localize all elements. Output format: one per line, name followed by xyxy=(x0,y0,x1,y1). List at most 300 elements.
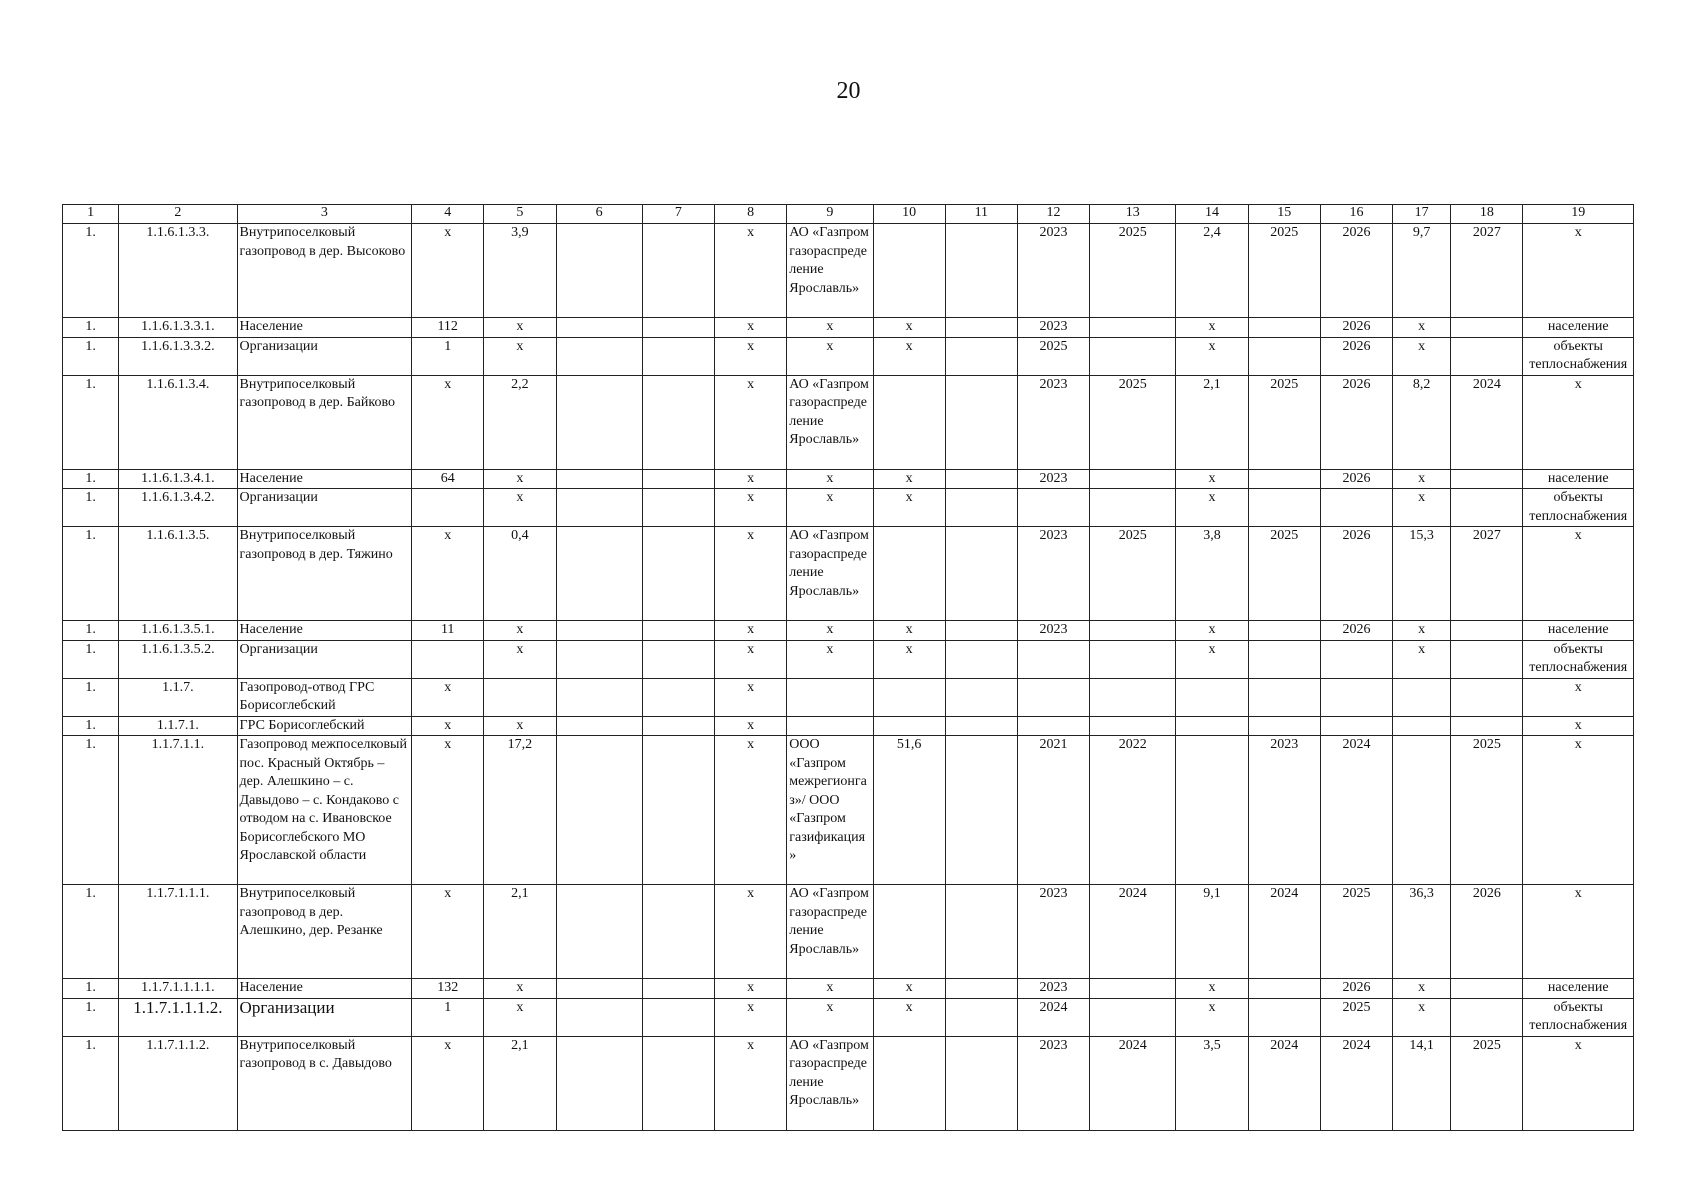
table-cell-col-17: х xyxy=(1393,337,1451,375)
column-header-13: 13 xyxy=(1090,205,1176,224)
table-cell-col-1: 1. xyxy=(63,979,119,999)
table-cell-col-14: 2,1 xyxy=(1176,375,1248,469)
table-cell-col-10: х xyxy=(873,318,945,338)
table-cell-col-6 xyxy=(556,489,642,527)
table-cell-col-8: х xyxy=(715,224,787,318)
table-cell-col-16: 2026 xyxy=(1320,375,1392,469)
table-cell-col-6 xyxy=(556,337,642,375)
table-cell-col-2: 1.1.6.1.3.5.1. xyxy=(119,621,237,641)
table-cell-col-9: ООО «Газпром межрегионгаз»/ ООО «Газпром газификация» xyxy=(787,736,873,885)
table-cell-col-18 xyxy=(1451,678,1523,716)
table-cell-col-9: х xyxy=(787,998,873,1036)
table-cell-col-18: 2027 xyxy=(1451,224,1523,318)
column-header-11: 11 xyxy=(945,205,1017,224)
table-cell-col-7 xyxy=(642,640,714,678)
table-row xyxy=(63,979,1634,999)
table-cell-col-18 xyxy=(1451,489,1523,527)
table-cell-col-4 xyxy=(412,640,484,678)
table-cell-col-18 xyxy=(1451,318,1523,338)
column-header-3: 3 xyxy=(237,205,412,224)
table-cell-col-7 xyxy=(642,678,714,716)
table-cell-col-6 xyxy=(556,224,642,318)
table-cell-col-14: х xyxy=(1176,489,1248,527)
table-cell-col-10 xyxy=(873,375,945,469)
table-cell-col-1: 1. xyxy=(63,716,119,736)
table-cell-col-14 xyxy=(1176,716,1248,736)
table-cell-col-6 xyxy=(556,469,642,489)
table-cell-col-8: х xyxy=(715,998,787,1036)
table-cell-col-10: х xyxy=(873,337,945,375)
table-row xyxy=(63,337,1634,375)
table-cell-col-6 xyxy=(556,678,642,716)
table-cell-col-12: 2021 xyxy=(1017,736,1089,885)
column-header-7: 7 xyxy=(642,205,714,224)
table-cell-col-6 xyxy=(556,318,642,338)
table-cell-col-8: х xyxy=(715,736,787,885)
table-cell-col-7 xyxy=(642,527,714,621)
table-cell-col-13: 2025 xyxy=(1090,224,1176,318)
table-cell-col-2: 1.1.6.1.3.4. xyxy=(119,375,237,469)
table-cell-col-13: 2022 xyxy=(1090,736,1176,885)
table-cell-col-9: х xyxy=(787,489,873,527)
table-cell-col-7 xyxy=(642,1036,714,1130)
table-cell-col-7 xyxy=(642,998,714,1036)
table-cell-col-3: Организации xyxy=(237,337,412,375)
table-cell-col-12: 2023 xyxy=(1017,469,1089,489)
table-cell-col-1: 1. xyxy=(63,678,119,716)
table-cell-col-8: х xyxy=(715,678,787,716)
table-cell-col-15 xyxy=(1248,678,1320,716)
table-cell-col-13 xyxy=(1090,979,1176,999)
table-cell-col-1: 1. xyxy=(63,318,119,338)
table-cell-col-1: 1. xyxy=(63,527,119,621)
table-cell-col-16: 2025 xyxy=(1320,885,1392,979)
table-cell-col-14: 9,1 xyxy=(1176,885,1248,979)
table-cell-col-17: 15,3 xyxy=(1393,527,1451,621)
table-cell-col-19: население xyxy=(1523,621,1634,641)
column-header-16: 16 xyxy=(1320,205,1392,224)
table-cell-col-6 xyxy=(556,716,642,736)
table-cell-col-15: 2024 xyxy=(1248,1036,1320,1130)
table-cell-col-3: Газопровод-отвод ГРС Борисоглебский xyxy=(237,678,412,716)
table-cell-col-18 xyxy=(1451,337,1523,375)
table-cell-col-13 xyxy=(1090,489,1176,527)
table-cell-col-6 xyxy=(556,375,642,469)
table-cell-col-14: х xyxy=(1176,337,1248,375)
table-cell-col-10: х xyxy=(873,998,945,1036)
table-cell-col-11 xyxy=(945,736,1017,885)
table-cell-col-15: 2025 xyxy=(1248,224,1320,318)
table-cell-col-12: 2024 xyxy=(1017,998,1089,1036)
table-cell-col-1: 1. xyxy=(63,640,119,678)
table-cell-col-12: 2025 xyxy=(1017,337,1089,375)
table-cell-col-14 xyxy=(1176,678,1248,716)
table-cell-col-7 xyxy=(642,979,714,999)
table-cell-col-11 xyxy=(945,998,1017,1036)
table-cell-col-2: 1.1.7.1.1.1.1. xyxy=(119,979,237,999)
table-cell-col-18: 2024 xyxy=(1451,375,1523,469)
table-cell-col-3: Организации xyxy=(237,489,412,527)
table-cell-col-1: 1. xyxy=(63,375,119,469)
table-cell-col-1: 1. xyxy=(63,1036,119,1130)
table-cell-col-17: 8,2 xyxy=(1393,375,1451,469)
table-cell-col-1: 1. xyxy=(63,998,119,1036)
table-cell-col-6 xyxy=(556,736,642,885)
table-cell-col-14: х xyxy=(1176,469,1248,489)
table-cell-col-12: 2023 xyxy=(1017,979,1089,999)
column-header-8: 8 xyxy=(715,205,787,224)
table-cell-col-2: 1.1.7. xyxy=(119,678,237,716)
table-cell-col-15 xyxy=(1248,998,1320,1036)
table-cell-col-14: х xyxy=(1176,998,1248,1036)
table-cell-col-13 xyxy=(1090,678,1176,716)
table-cell-col-12: 2023 xyxy=(1017,527,1089,621)
table-cell-col-17: х xyxy=(1393,979,1451,999)
table-cell-col-10 xyxy=(873,716,945,736)
table-cell-col-19: х xyxy=(1523,678,1634,716)
table-cell-col-8: х xyxy=(715,979,787,999)
table-cell-col-16: 2026 xyxy=(1320,318,1392,338)
column-header-4: 4 xyxy=(412,205,484,224)
table-cell-col-5: х xyxy=(484,979,556,999)
table-cell-col-16 xyxy=(1320,640,1392,678)
table-cell-col-5 xyxy=(484,678,556,716)
table-row xyxy=(63,527,1634,621)
table-cell-col-8: х xyxy=(715,885,787,979)
table-cell-col-4: 112 xyxy=(412,318,484,338)
table-cell-col-3: Население xyxy=(237,979,412,999)
table-cell-col-1: 1. xyxy=(63,621,119,641)
table-cell-col-1: 1. xyxy=(63,885,119,979)
table-cell-col-16: 2024 xyxy=(1320,1036,1392,1130)
table-cell-col-8: х xyxy=(715,621,787,641)
table-cell-col-6 xyxy=(556,640,642,678)
table-row xyxy=(63,716,1634,736)
table-cell-col-10 xyxy=(873,527,945,621)
table-cell-col-3: Газопровод межпоселковый пос. Красный Октябрь – дер. Алешкино – с. Давыдово – с. Кондаково с отводом на с. Ивановское Борисоглебского МО Ярославской области xyxy=(237,736,412,885)
page-number: 20 xyxy=(836,78,861,104)
table-cell-col-9: х xyxy=(787,621,873,641)
table-cell-col-17: х xyxy=(1393,469,1451,489)
table-row xyxy=(63,621,1634,641)
table-cell-col-2: 1.1.6.1.3.4.2. xyxy=(119,489,237,527)
table-cell-col-7 xyxy=(642,224,714,318)
table-cell-col-13 xyxy=(1090,640,1176,678)
table-cell-col-19: х xyxy=(1523,716,1634,736)
table-cell-col-10 xyxy=(873,224,945,318)
table-cell-col-4: 132 xyxy=(412,979,484,999)
table-cell-col-17: х xyxy=(1393,998,1451,1036)
table-cell-col-18 xyxy=(1451,640,1523,678)
table-cell-col-16 xyxy=(1320,716,1392,736)
table-cell-col-17: х xyxy=(1393,489,1451,527)
table-cell-col-5: 2,1 xyxy=(484,1036,556,1130)
table-cell-col-15 xyxy=(1248,489,1320,527)
table-cell-col-11 xyxy=(945,621,1017,641)
table-cell-col-15 xyxy=(1248,979,1320,999)
table-cell-col-16: 2026 xyxy=(1320,527,1392,621)
column-header-14: 14 xyxy=(1176,205,1248,224)
table-cell-col-15 xyxy=(1248,318,1320,338)
table-cell-col-10: х xyxy=(873,621,945,641)
table-cell-col-16: 2026 xyxy=(1320,469,1392,489)
table-cell-col-11 xyxy=(945,318,1017,338)
table-cell-col-19: х xyxy=(1523,527,1634,621)
table-cell-col-19: х xyxy=(1523,375,1634,469)
column-header-9: 9 xyxy=(787,205,873,224)
table-cell-col-4: х xyxy=(412,1036,484,1130)
table-cell-col-9: х xyxy=(787,318,873,338)
table-cell-col-2: 1.1.6.1.3.4.1. xyxy=(119,469,237,489)
table-row xyxy=(63,318,1634,338)
column-header-5: 5 xyxy=(484,205,556,224)
table-cell-col-14: 3,5 xyxy=(1176,1036,1248,1130)
table-cell-col-2: 1.1.7.1. xyxy=(119,716,237,736)
table-cell-col-8: х xyxy=(715,375,787,469)
table-cell-col-6 xyxy=(556,885,642,979)
column-header-12: 12 xyxy=(1017,205,1089,224)
table-cell-col-9: х xyxy=(787,469,873,489)
table-cell-col-19: объекты теплоснабжения xyxy=(1523,998,1634,1036)
table-cell-col-4: х xyxy=(412,375,484,469)
table-cell-col-2: 1.1.6.1.3.3.2. xyxy=(119,337,237,375)
table-cell-col-19: население xyxy=(1523,979,1634,999)
table-cell-col-14: х xyxy=(1176,979,1248,999)
table-cell-col-17 xyxy=(1393,716,1451,736)
table-cell-col-17: 9,7 xyxy=(1393,224,1451,318)
table-row xyxy=(63,998,1634,1036)
table-cell-col-5: 3,9 xyxy=(484,224,556,318)
table-cell-col-8: х xyxy=(715,318,787,338)
table-cell-col-15: 2025 xyxy=(1248,527,1320,621)
table-cell-col-7 xyxy=(642,318,714,338)
table-cell-col-19: население xyxy=(1523,469,1634,489)
table-cell-col-4: 1 xyxy=(412,337,484,375)
table-cell-col-13: 2024 xyxy=(1090,1036,1176,1130)
table-cell-col-5: 2,2 xyxy=(484,375,556,469)
table-cell-col-14: х xyxy=(1176,318,1248,338)
table-cell-col-19: х xyxy=(1523,224,1634,318)
table-cell-col-17: 36,3 xyxy=(1393,885,1451,979)
table-cell-col-17: 14,1 xyxy=(1393,1036,1451,1130)
table-cell-col-5: х xyxy=(484,337,556,375)
table-cell-col-10 xyxy=(873,1036,945,1130)
table-cell-col-8: х xyxy=(715,469,787,489)
table-cell-col-13 xyxy=(1090,337,1176,375)
data-table xyxy=(62,204,1634,1131)
table-cell-col-12 xyxy=(1017,678,1089,716)
table-cell-col-9: х xyxy=(787,337,873,375)
table-cell-col-18: 2027 xyxy=(1451,527,1523,621)
column-header-6: 6 xyxy=(556,205,642,224)
table-cell-col-5: х xyxy=(484,469,556,489)
table-cell-col-4: 11 xyxy=(412,621,484,641)
table-cell-col-4: 1 xyxy=(412,998,484,1036)
table-row xyxy=(63,678,1634,716)
table-cell-col-4: х xyxy=(412,885,484,979)
table-cell-col-9 xyxy=(787,678,873,716)
table-cell-col-5: х xyxy=(484,621,556,641)
table-cell-col-11 xyxy=(945,678,1017,716)
table-cell-col-5: х xyxy=(484,318,556,338)
table-cell-col-2: 1.1.7.1.1.2. xyxy=(119,1036,237,1130)
table-cell-col-3: Население xyxy=(237,621,412,641)
table-cell-col-16: 2026 xyxy=(1320,337,1392,375)
column-header-2: 2 xyxy=(119,205,237,224)
table-cell-col-16 xyxy=(1320,489,1392,527)
table-cell-col-16: 2026 xyxy=(1320,621,1392,641)
table-row xyxy=(63,224,1634,318)
table-cell-col-18 xyxy=(1451,716,1523,736)
table-cell-col-4: х xyxy=(412,678,484,716)
table-cell-col-7 xyxy=(642,375,714,469)
table-cell-col-12: 2023 xyxy=(1017,1036,1089,1130)
table-cell-col-8: х xyxy=(715,1036,787,1130)
table-cell-col-15 xyxy=(1248,640,1320,678)
table-cell-col-13: 2024 xyxy=(1090,885,1176,979)
table-cell-col-13 xyxy=(1090,469,1176,489)
table-cell-col-7 xyxy=(642,885,714,979)
table-cell-col-10: х xyxy=(873,489,945,527)
table-cell-col-9: АО «Газпром газораспределение Ярославль» xyxy=(787,527,873,621)
table-cell-col-6 xyxy=(556,621,642,641)
column-header-19: 19 xyxy=(1523,205,1634,224)
table-cell-col-1: 1. xyxy=(63,224,119,318)
table-cell-col-17 xyxy=(1393,678,1451,716)
table-cell-col-9: АО «Газпром газораспределение Ярославль» xyxy=(787,885,873,979)
table-cell-col-5: 0,4 xyxy=(484,527,556,621)
table-cell-col-10: 51,6 xyxy=(873,736,945,885)
table-row xyxy=(63,736,1634,885)
table-cell-col-7 xyxy=(642,716,714,736)
table-cell-col-11 xyxy=(945,716,1017,736)
table-cell-col-19: х xyxy=(1523,1036,1634,1130)
table-cell-col-10: х xyxy=(873,979,945,999)
table-cell-col-6 xyxy=(556,527,642,621)
table-cell-col-7 xyxy=(642,337,714,375)
table-cell-col-13 xyxy=(1090,318,1176,338)
table-cell-col-16: 2026 xyxy=(1320,224,1392,318)
table-cell-col-13 xyxy=(1090,621,1176,641)
table-cell-col-19: х xyxy=(1523,736,1634,885)
table-cell-col-12 xyxy=(1017,716,1089,736)
table-cell-col-11 xyxy=(945,337,1017,375)
table-cell-col-12: 2023 xyxy=(1017,621,1089,641)
table-cell-col-5: 2,1 xyxy=(484,885,556,979)
table-cell-col-8: х xyxy=(715,489,787,527)
table-cell-col-1: 1. xyxy=(63,469,119,489)
table-cell-col-16: 2025 xyxy=(1320,998,1392,1036)
table-cell-col-11 xyxy=(945,469,1017,489)
table-cell-col-6 xyxy=(556,998,642,1036)
table-row xyxy=(63,885,1634,979)
table-cell-col-7 xyxy=(642,469,714,489)
table-cell-col-5: х xyxy=(484,489,556,527)
table-cell-col-2: 1.1.7.1.1.1. xyxy=(119,885,237,979)
column-header-15: 15 xyxy=(1248,205,1320,224)
column-header-18: 18 xyxy=(1451,205,1523,224)
table-cell-col-11 xyxy=(945,527,1017,621)
table-cell-col-10: х xyxy=(873,469,945,489)
table-cell-col-11 xyxy=(945,224,1017,318)
table-cell-col-11 xyxy=(945,489,1017,527)
table-cell-col-2: 1.1.7.1.1. xyxy=(119,736,237,885)
table-cell-col-11 xyxy=(945,1036,1017,1130)
table-cell-col-18 xyxy=(1451,998,1523,1036)
table-cell-col-8: х xyxy=(715,337,787,375)
table-cell-col-18 xyxy=(1451,621,1523,641)
table-cell-col-9 xyxy=(787,716,873,736)
table-cell-col-15 xyxy=(1248,469,1320,489)
table-cell-col-4 xyxy=(412,489,484,527)
table-cell-col-10 xyxy=(873,885,945,979)
table-cell-col-9: АО «Газпром газораспределение Ярославль» xyxy=(787,224,873,318)
table-cell-col-3: Население xyxy=(237,469,412,489)
table-cell-col-14: 3,8 xyxy=(1176,527,1248,621)
table-cell-col-3: Внутрипоселковый газопровод в дер. Алешкино, дер. Резанке xyxy=(237,885,412,979)
table-cell-col-17: х xyxy=(1393,318,1451,338)
table-cell-col-1: 1. xyxy=(63,736,119,885)
table-cell-col-3: Внутрипоселковый газопровод в дер. Байково xyxy=(237,375,412,469)
column-header-10: 10 xyxy=(873,205,945,224)
table-cell-col-3: Организации xyxy=(237,998,412,1036)
table-cell-col-15: 2025 xyxy=(1248,375,1320,469)
table-cell-col-2: 1.1.6.1.3.5. xyxy=(119,527,237,621)
table-cell-col-10: х xyxy=(873,640,945,678)
table-cell-col-13: 2025 xyxy=(1090,527,1176,621)
column-header-1: 1 xyxy=(63,205,119,224)
table-cell-col-7 xyxy=(642,736,714,885)
table-cell-col-2: 1.1.6.1.3.5.2. xyxy=(119,640,237,678)
table-cell-col-16: 2026 xyxy=(1320,979,1392,999)
table-cell-col-3: Внутрипоселковый газопровод в дер. Тяжино xyxy=(237,527,412,621)
table-cell-col-2: 1.1.7.1.1.1.2. xyxy=(119,998,237,1036)
table-cell-col-13 xyxy=(1090,998,1176,1036)
table-cell-col-12 xyxy=(1017,489,1089,527)
table-cell-col-16 xyxy=(1320,678,1392,716)
table-cell-col-8: х xyxy=(715,640,787,678)
table-row xyxy=(63,640,1634,678)
table-cell-col-12 xyxy=(1017,640,1089,678)
table-cell-col-4: 64 xyxy=(412,469,484,489)
table-cell-col-18: 2026 xyxy=(1451,885,1523,979)
table-cell-col-3: Внутрипоселковый газопровод в дер. Высоково xyxy=(237,224,412,318)
table-cell-col-15: 2023 xyxy=(1248,736,1320,885)
table-cell-col-17: х xyxy=(1393,621,1451,641)
table-cell-col-10 xyxy=(873,678,945,716)
table-cell-col-6 xyxy=(556,1036,642,1130)
table-cell-col-12: 2023 xyxy=(1017,224,1089,318)
table-cell-col-18 xyxy=(1451,469,1523,489)
table-cell-col-8: х xyxy=(715,716,787,736)
table-cell-col-15 xyxy=(1248,716,1320,736)
table-cell-col-2: 1.1.6.1.3.3. xyxy=(119,224,237,318)
column-header-17: 17 xyxy=(1393,205,1451,224)
table-cell-col-11 xyxy=(945,640,1017,678)
table-cell-col-18: 2025 xyxy=(1451,1036,1523,1130)
table-cell-col-4: х xyxy=(412,527,484,621)
table-cell-col-1: 1. xyxy=(63,489,119,527)
table-cell-col-3: Организации xyxy=(237,640,412,678)
table-cell-col-14 xyxy=(1176,736,1248,885)
table-cell-col-11 xyxy=(945,885,1017,979)
table-cell-col-15 xyxy=(1248,621,1320,641)
table-cell-col-8: х xyxy=(715,527,787,621)
table-cell-col-11 xyxy=(945,375,1017,469)
table-cell-col-15 xyxy=(1248,337,1320,375)
table-cell-col-4: х xyxy=(412,716,484,736)
table-cell-col-5: х xyxy=(484,716,556,736)
